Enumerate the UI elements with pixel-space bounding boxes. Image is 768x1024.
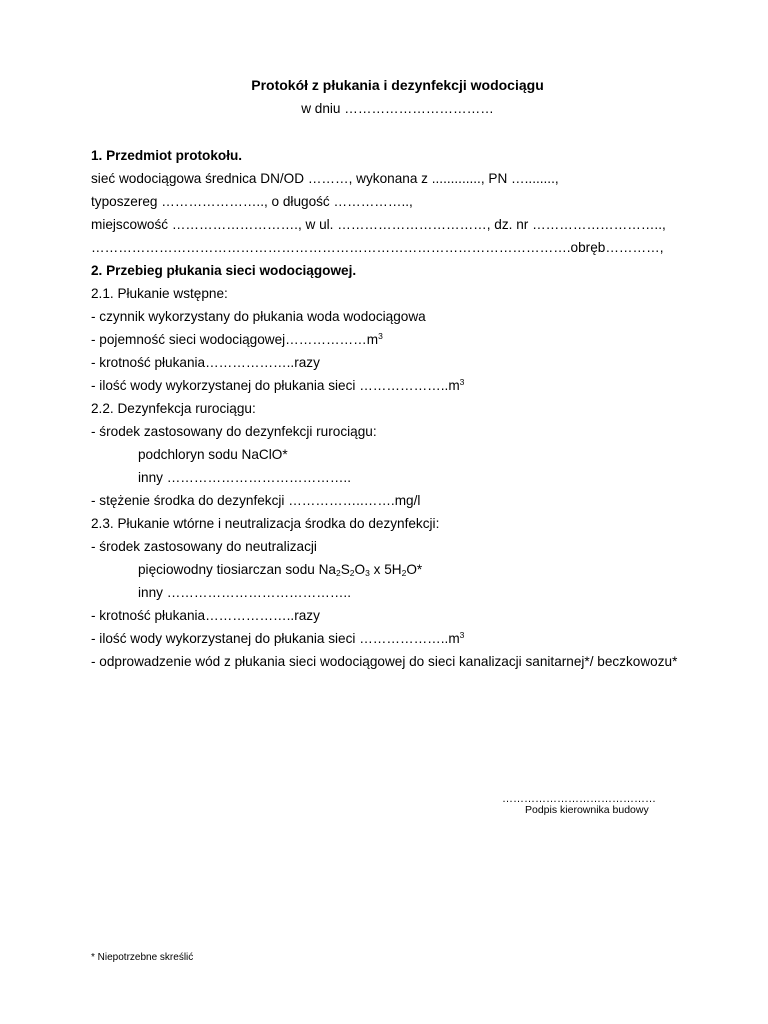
neutralizer-agent-line: - środek zastosowany do neutralizacji bbox=[91, 539, 317, 554]
cubic-exponent: 3 bbox=[378, 331, 383, 341]
secondary-flush-water-line: - ilość wody wykorzystanej do płukania sieci $\dots\dots\dots\dots\dots\dots..m^3$ bbox=[91, 630, 465, 646]
document-title: Protokół z płukania i dezynfekcji wodociągu bbox=[251, 77, 544, 93]
neutralizer-option-other: inny ………………………………….. bbox=[138, 585, 351, 600]
precinct-line: …………………………………………………………………………………………….obręb…………, bbox=[91, 240, 664, 255]
section22-heading: 2.2. Dezynfekcja rurociągu: bbox=[91, 401, 256, 416]
flushing-agent-line: - czynnik wykorzystany do płukania woda wodociągowa bbox=[91, 309, 426, 324]
cubic-exponent: 3 bbox=[459, 630, 465, 640]
signature-line: …………………………………… bbox=[502, 793, 656, 805]
disinfectant-concentration-line: - stężenie środka do dezynfekcji ……………..…….mg/l bbox=[91, 493, 421, 508]
section1-heading: 1. Przedmiot protokołu. bbox=[91, 148, 243, 163]
network-diameter-line: sieć wodociągowa średnica DN/OD ………, wykonana z ............., PN …........, bbox=[91, 171, 559, 186]
wastewater-discharge-line: - odprowadzenie wód z płukania sieci wodociągowej do sieci kanalizacji sanitarnej*/ beczkowozu* bbox=[91, 654, 678, 669]
disinfectant-option-other: inny ………………………………….. bbox=[138, 470, 351, 485]
flush-water-volume-line: - ilość wody wykorzystanej do płukania sieci $\dots\dots\dots\dots\dots\dots..m^3$ bbox=[91, 377, 465, 393]
section21-heading: 2.1. Płukanie wstępne: bbox=[91, 286, 228, 301]
signature-label: Podpis kierownika budowy bbox=[525, 804, 649, 816]
secondary-flush-multiplicity-line: - krotność płukania………………..razy bbox=[91, 608, 320, 623]
footnote: * Niepotrzebne skreślić bbox=[91, 952, 194, 963]
series-length-line: typoszereg ………………….., o długość …………….., bbox=[91, 194, 413, 209]
neutralizer-option-thiosulfate: pięciowodny tiosiarczan sodu $Na_2S_2O_3$ x $5H_2O*$ bbox=[138, 562, 423, 578]
section23-heading: 2.3. Płukanie wtórne i neutralizacja środka do dezynfekcji: bbox=[91, 516, 440, 531]
location-line: miejscowość ………………………., w ul. ……………………………, dz. nr ……………………….., bbox=[91, 217, 666, 232]
date-line: w dniu …………………………… bbox=[301, 101, 494, 116]
flush-multiplicity-line: - krotność płukania………………..razy bbox=[91, 355, 320, 370]
network-capacity-line: - pojemność sieci $wodociągowej\dots\dots\dots\dots\dots\dots m^3$ bbox=[91, 331, 383, 347]
section2-heading: 2. Przebieg płukania sieci wodociągowej. bbox=[91, 263, 357, 278]
cubic-exponent: 3 bbox=[459, 377, 465, 387]
disinfectant-option-naclo: podchloryn sodu NaClO* bbox=[138, 447, 288, 462]
disinfectant-agent-line: - środek zastosowany do dezynfekcji rurociągu: bbox=[91, 424, 377, 439]
